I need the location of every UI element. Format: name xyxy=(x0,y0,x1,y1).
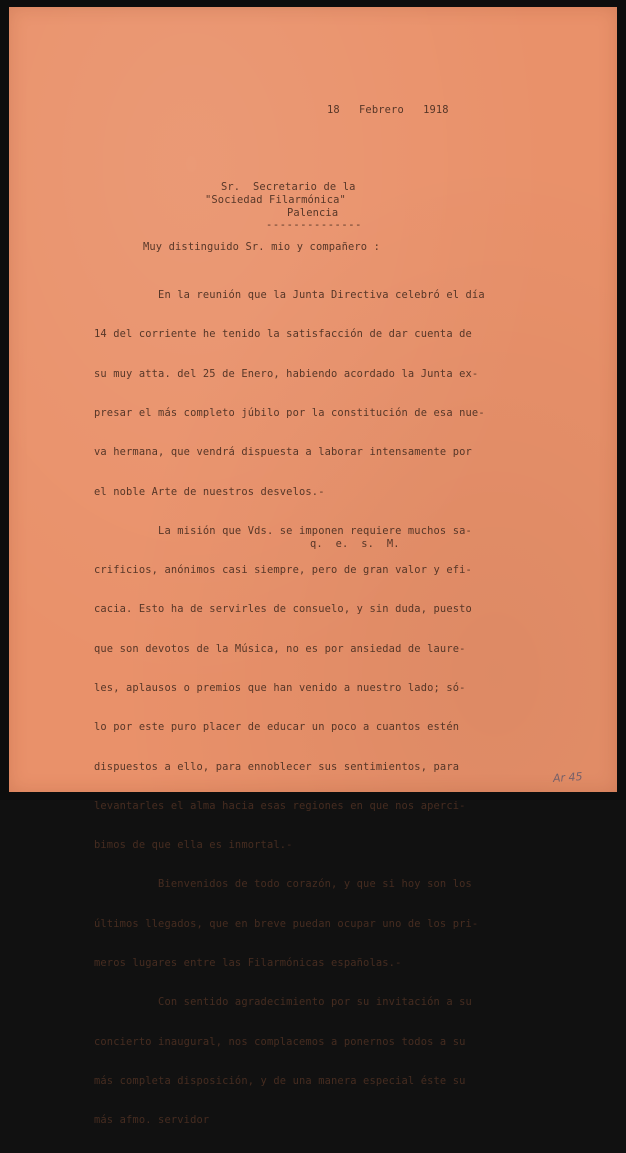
body-line: En la reunión que la Junta Directiva celebró el día xyxy=(94,289,485,302)
body-line: bimos de que ella es inmortal.- xyxy=(94,839,293,852)
address-underline: -------------- xyxy=(266,219,362,231)
body-line: últimos llegados, que en breve puedan ocupar uno de los pri- xyxy=(94,917,479,930)
letter-date: 18 Febrero 1918 xyxy=(327,104,449,116)
body-line: presar el más completo júbilo por la constitución de esa nue- xyxy=(94,407,485,420)
body-line: levantarles el alma hacia esas regiones en que nos aperci- xyxy=(94,799,466,812)
body-line: el noble Arte de nuestros desvelos.- xyxy=(94,485,325,498)
body-line: concierto inaugural, nos complacemos a ponernos todos a su xyxy=(94,1035,466,1048)
body-line: crificios, anónimos casi siempre, pero de gran valor y efi- xyxy=(94,564,472,577)
body-line: dispuestos a ello, para ennoblecer sus sentimientos, para xyxy=(94,760,460,773)
salutation: Muy distinguido Sr. mio y compañero : xyxy=(143,241,381,253)
closing-formula: q. e. s. M. xyxy=(310,538,400,550)
body-line: cacia. Esto ha de servirles de consuelo, y sin duda, puesto xyxy=(94,603,472,616)
body-line: su muy atta. del 25 de Enero, habiendo acordado la Junta ex- xyxy=(94,367,479,380)
body-line: meros lugares entre las Filarmónicas españolas.- xyxy=(94,956,402,969)
body-line: les, aplausos o premios que han venido a nuestro lado; só- xyxy=(94,682,466,694)
body-line: 14 del corriente he tenido la satisfacción de dar cuenta de xyxy=(94,328,472,341)
recipient-city: Palencia xyxy=(287,207,339,219)
body-line: La misión que Vds. se imponen requiere muchos sa- xyxy=(94,524,472,537)
body-line: más afmo. servidor xyxy=(94,1114,210,1127)
body-line: Bienvenidos de todo corazón, y que si hoy son los xyxy=(94,878,472,891)
recipient-title: Sr. Secretario de la xyxy=(221,181,356,193)
body-line: Con sentido agradecimiento por su invitación a su xyxy=(94,996,472,1009)
recipient-organization: "Sociedad Filarmónica" xyxy=(205,194,346,206)
letter-body xyxy=(94,263,485,1153)
body-line: lo por este puro placer de educar un poco a cuantos estén xyxy=(94,721,460,734)
body-line: va hermana, que vendrá dispuesta a laborar intensamente por xyxy=(94,446,472,459)
archive-mark: Ar 45 xyxy=(552,769,583,786)
body-line: más completa disposición, y de una manera especial éste su xyxy=(94,1074,466,1087)
body-line: que son devotos de la Música, no es por ansiedad de laure- xyxy=(94,642,466,655)
